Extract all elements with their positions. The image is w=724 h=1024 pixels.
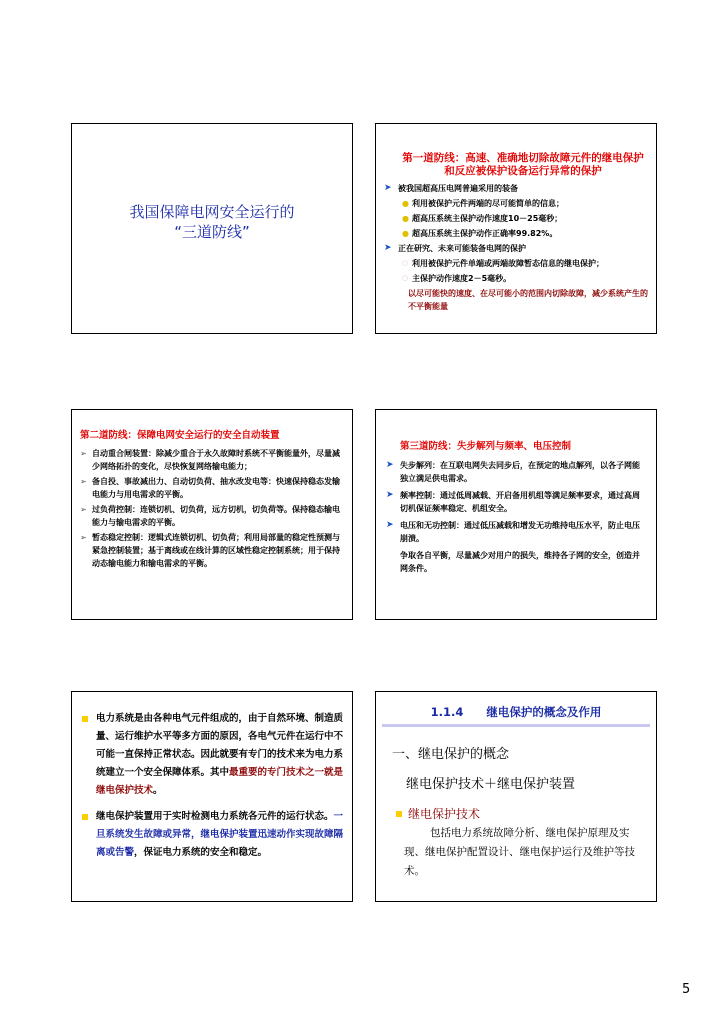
arrow-bullet-icon: ➤ <box>386 490 394 500</box>
slide-6-title: 1.1.4 继电保护的概念及作用 <box>382 700 650 727</box>
slide-1 <box>71 123 353 334</box>
slide-3-title: 第二道防线：保障电网安全运行的安全自动装置 <box>80 430 280 441</box>
list-item <box>386 519 646 545</box>
item-text: 正在研究、未来可能装备电网的保护 <box>398 244 526 253</box>
item-text: 。 <box>153 785 163 796</box>
square-bullet-icon <box>82 814 88 820</box>
slide-6 <box>375 691 657 902</box>
circle-bullet-icon: ○ <box>402 274 409 282</box>
slide-4 <box>375 409 657 620</box>
square-bullet-icon <box>82 716 88 722</box>
item-text: 备自投、事故减出力、自动切负荷、抽水改发电等：快速保持稳态发输电能力与用电需求的平衡。 <box>92 477 340 499</box>
item-text: 过负荷控制：连锁切机、切负荷，远方切机，切负荷等。保持稳态输电能力与输电需求的平衡。 <box>92 505 340 527</box>
highlight-text: 最重要的专门技术之一就是继电保护技术 <box>96 767 344 796</box>
slide-4-tail: 争取各自平衡，尽量减少对用户的损失，维持各子网的安全，创造并网条件。 <box>400 551 640 573</box>
item-text: 超高压系统主保护动作速度10－25毫秒； <box>412 214 563 223</box>
section-subheading: 继电保护技术＋继电保护装置 <box>406 777 576 792</box>
list-item <box>384 227 652 240</box>
circle-bullet-icon: ○ <box>402 259 409 267</box>
arrow-bullet-icon: ➤ <box>384 243 392 253</box>
item-text: 失步解列：在互联电网失去同步后，在预定的地点解列，以各子网能独立满足供电需求。 <box>400 461 640 483</box>
list-item <box>384 242 652 255</box>
slide-1-title <box>72 202 352 242</box>
topic-heading <box>396 805 480 822</box>
page-number: 5 <box>682 982 691 997</box>
title-line-1: 我国保障电网安全运行的 <box>129 203 295 221</box>
section-heading: 一、继电保护的概念 <box>392 747 510 762</box>
item-text: 利用被保护元件两端的尽可能简单的信息； <box>412 199 564 208</box>
slide-4-title: 第三道防线：失步解列与频率、电压控制 <box>400 441 572 452</box>
item-text: 超高压系统主保护动作正确率99.82%。 <box>412 229 558 238</box>
list-item <box>82 808 344 862</box>
arrow-bullet-icon: ➤ <box>386 460 394 470</box>
slide-2-note: 以尽可能快的速度、在尽可能小的范围内切除故障，减少系统产生的不平衡能量 <box>408 289 648 311</box>
item-text: 利用被保护元件单端或两端故障暂态信息的继电保护； <box>412 259 604 268</box>
dot-bullet-icon: ● <box>402 214 409 223</box>
list-item <box>384 212 652 225</box>
topic-text: 继电保护技术 <box>408 807 481 821</box>
item-text: 继电保护装置用于实时检测电力系统各元件的运行状态。 <box>96 811 334 822</box>
arrow-bullet-icon: ➤ <box>384 183 392 193</box>
square-bullet-icon <box>396 811 402 817</box>
item-text: 电力系统是由各种电气元件组成的，由于自然环境、制造质量、运行维护水平等多方面的原因，各电气元件在运行中不可能一直保持正常状态。因此就要有专门的技术来为电力系统建立一个安全保障体系。其中 <box>96 713 344 778</box>
list-item <box>384 197 652 210</box>
list-item <box>82 710 344 800</box>
item-text: 暂态稳定控制：逻辑式连锁切机、切负荷；利用局部量的稳定性预测与紧急控制装置；基于离线或在线计算的区域性稳定控制系统；用于保持动态输电能力和输电需求的平衡。 <box>92 533 340 568</box>
slide-5 <box>71 691 353 902</box>
dot-bullet-icon: ● <box>402 199 409 208</box>
slide-4-list <box>386 459 646 575</box>
arrow-bullet-icon: ➤ <box>386 520 394 530</box>
arrow-bullet-icon: ➢ <box>80 477 87 486</box>
list-item <box>80 503 342 529</box>
list-item <box>384 257 652 270</box>
item-text: 自动重合闸装置：除减少重合于永久故障时系统不平衡能量外，尽量减少网络拓扑的变化，尽快恢复网络输电能力； <box>92 449 340 471</box>
slide-2 <box>375 123 657 334</box>
dot-bullet-icon: ● <box>402 229 409 238</box>
list-item <box>386 459 646 485</box>
list-item <box>384 272 652 285</box>
arrow-bullet-icon: ➢ <box>80 449 87 458</box>
list-item <box>80 475 342 501</box>
item-text: 主保护动作速度2－5毫秒。 <box>412 274 512 283</box>
item-text: 电压和无功控制：通过低压减载和增发无功维持电压水平，防止电压崩溃。 <box>400 521 640 543</box>
item-text: 被我国超高压电网普遍采用的装备 <box>398 184 518 193</box>
list-item <box>386 489 646 515</box>
slide-5-list <box>82 710 344 870</box>
slide-3-list <box>80 447 342 572</box>
list-item <box>80 447 342 473</box>
highlight-text: 一旦系统发生故障或异常，继电保护装置迅速动作实现故障隔离或告警 <box>96 811 344 858</box>
item-text: 频率控制：通过低周减载、开启备用机组等满足频率要求，通过高周切机保证频率稳定、机组安全。 <box>400 491 640 513</box>
list-item <box>384 182 652 195</box>
item-text: ，保证电力系统的安全和稳定。 <box>134 847 268 858</box>
slide-2-list <box>384 182 652 313</box>
arrow-bullet-icon: ➢ <box>80 505 87 514</box>
list-item <box>80 531 342 570</box>
topic-paragraph: 包括电力系统故障分析、继电保护原理及实现、继电保护配置设计、继电保护运行及维护等技术。 <box>404 827 635 877</box>
title-line-2: “三道防线” <box>174 223 250 241</box>
slide-3 <box>71 409 353 620</box>
slide-2-title: 第一道防线：高速、准确地切除故障元件的继电保护和反应被保护设备运行异常的保护 <box>402 152 644 177</box>
arrow-bullet-icon: ➢ <box>80 533 87 542</box>
